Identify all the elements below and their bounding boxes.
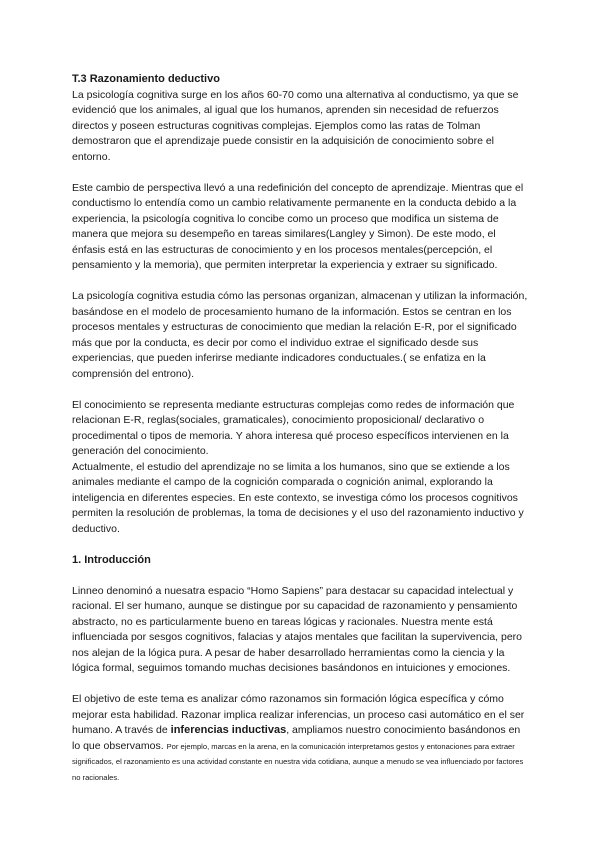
paragraph-8-bold-term: inferencias inductivas: [170, 724, 287, 736]
paragraph-8-small-text: Por ejemplo, marcas en la arena, en la comunicación interpretamos gestos y entonaciones para extraer significados, el razonamiento es una actividad constante en nuestra vida cotidiana, aunque a menudo se vea influenciado por factores no racionales.: [72, 741, 524, 782]
page-title: T.3 Razonamiento deductivo: [72, 73, 220, 85]
paragraph-1: La psicología cognitiva surge en los años 60-70 como una alternativa al conductismo, ya que se evidenció que los animales, al igual que los humanos, aprenden sin necesidad de refuerzos directos y poseen estructuras cognitivas complejas. Ejemplos como las ratas de Tolman demostraron que el aprendizaje puede consistir en la adquisición de conocimiento sobre el entorno.: [72, 88, 519, 163]
paragraph-5: Actualmente, el estudio del aprendizaje no se limita a los humanos, sino que se extiende a los animales mediante el campo de la cognición comparada o cognición animal, explorando la inteligencia en diferentes especies. En este contexto, se investiga cómo los procesos cognitivos permiten la resolución de problemas, la toma de decisiones y el uso del razonamiento inductivo y deductivo.: [72, 460, 524, 535]
paragraph-4: El conocimiento se representa mediante estructuras complejas como redes de información que relacionan E-R, reglas(sociales, gramaticales), conocimiento proposicional/ declarativo o procedimental o tipos de memoria. Y ahora interesa qué proceso específicos intervienen en la generación del conocimiento.: [72, 398, 515, 457]
paragraph-3: La psicología cognitiva estudia cómo las personas organizan, almacenan y utilizan la información, basándose en el modelo de procesamiento humano de la información. Estos se centran en los procesos mentales y estructuras de conocimiento que median la relación E-R, por el significado más que por la conducta, es decir por como el individuo extrae el significado desde sus experiencias, que pueden inferirse mediante indicadores conductuales.( se enfatiza en la comprensión del entrono).: [72, 290, 528, 380]
paragraph-7: Linneo denominó a nuesatra espacio “Homo Sapiens” para destacar su capacidad intelectual y racional. El ser humano, aunque se distingue por su capacidad de razonamiento y pensamiento abstracto, no es particularmente bueno en tareas lógicas y racionales. Nuestra mente está influenciada por sesgos cognitivos, falacias y atajos mentales que facilitan la supervivencia, pero nos alejan de la lógica pura. A pesar de haber desarrollado herramientas como la ciencia y la lógica formal, seguimos tomando muchas decisiones basándonos en intuiciones y emociones.: [72, 584, 523, 674]
document-page: [72, 72, 528, 801]
paragraph-8-text-2: , ampliamos nuestro conocimiento basándonos en lo que observamos.: [72, 724, 521, 752]
section-heading: 1. Introducción: [72, 553, 151, 566]
paragraph-2: Este cambio de perspectiva llevó a una redefinición del concepto de aprendizaje. Mientras que el conductismo lo entendía como un cambio relativamente permanente en la conducta debido a la experiencia, la psicología cognitiva lo concibe como un proceso que modifica un sistema de manera que mejora su desempeño en tareas similares(Langley y Simon). De este modo, el énfasis está en las estructuras de conocimiento y en los procesos mentales(percepción, el pensamiento y la memoria), que permiten interpretar la experiencia y extraer su significado.: [72, 181, 524, 271]
paragraph-8: [72, 692, 528, 785]
paragraph-8-text-1: El objetivo de este tema es analizar cómo razonamos sin formación lógica específica y cómo mejorar esta habilidad. Razonar implica realizar inferencias, un proceso casi automático en el ser humano. A través de: [72, 693, 525, 736]
